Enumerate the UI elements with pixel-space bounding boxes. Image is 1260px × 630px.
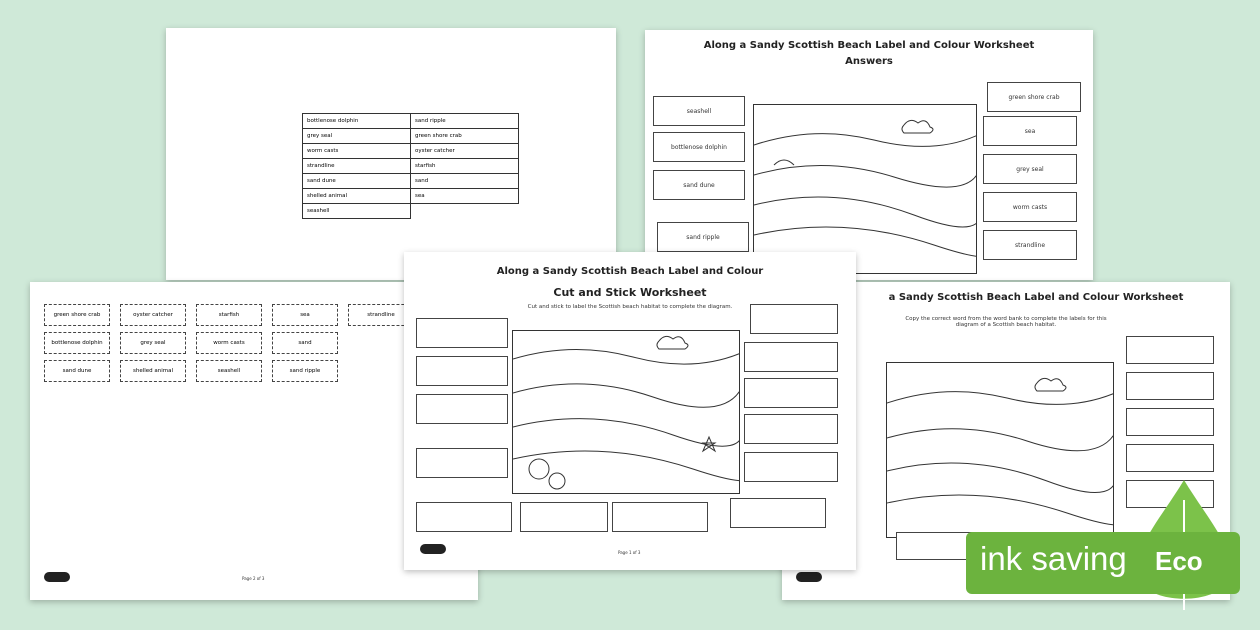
answer-label: sea: [983, 116, 1077, 146]
cut-word-card[interactable]: strandline: [348, 304, 414, 326]
cut-word-card[interactable]: sand: [272, 332, 338, 354]
cut-stick-instructions: Cut and stick to label the Scottish beach habitat to complete the diagram.: [527, 304, 733, 310]
word-bank-cell: sand: [411, 174, 519, 189]
cut-word-card[interactable]: green shore crab: [44, 304, 110, 326]
cut-word-card[interactable]: worm casts: [196, 332, 262, 354]
word-bank-cell: green shore crab: [411, 129, 519, 144]
cut-stick-title-line1: Along a Sandy Scottish Beach Label and Colour: [496, 266, 764, 277]
word-bank-page: [166, 28, 616, 280]
cut-word-card[interactable]: bottlenose dolphin: [44, 332, 110, 354]
word-bank-cell: sand ripple: [411, 114, 519, 129]
ink-saving-label: ink saving: [980, 540, 1127, 577]
cut-stick-box[interactable]: [416, 356, 508, 386]
word-bank-cell: [411, 204, 519, 219]
cut-word-card[interactable]: starfish: [196, 304, 262, 326]
cut-word-card[interactable]: grey seal: [120, 332, 186, 354]
word-bank-cell: sand dune: [303, 174, 411, 189]
beach-scene-illustration: [886, 362, 1114, 538]
answer-box[interactable]: [1126, 408, 1214, 436]
label-page-instructions: Copy the correct word from the word bank to complete the labels for this diagram of a Scottish beach habitat.: [905, 316, 1107, 328]
word-bank-row: [303, 114, 519, 129]
word-bank-cell: sea: [411, 189, 519, 204]
word-bank-cell: strandline: [303, 159, 411, 174]
beach-scene-illustration: [512, 330, 740, 494]
cut-word-card[interactable]: shelled animal: [120, 360, 186, 382]
beach-scene-drawing: [887, 363, 1114, 538]
twinkl-logo: [796, 572, 822, 582]
answers-subtitle: Answers: [845, 56, 893, 67]
word-bank-row: [303, 144, 519, 159]
twinkl-logo: [44, 572, 70, 582]
word-bank-row: [303, 204, 519, 219]
answer-label: sand dune: [653, 170, 745, 200]
cut-word-card[interactable]: oyster catcher: [120, 304, 186, 326]
answer-label: strandline: [983, 230, 1077, 260]
word-bank-row: [303, 129, 519, 144]
beach-scene-illustration: [753, 104, 977, 274]
word-bank-cell: grey seal: [303, 129, 411, 144]
answer-label: worm casts: [983, 192, 1077, 222]
cut-stick-footer: Page 1 of 3: [618, 550, 641, 555]
eco-label: Eco: [1155, 546, 1203, 576]
cut-stick-box[interactable]: [416, 318, 508, 348]
cut-stick-box[interactable]: [520, 502, 608, 532]
answer-label: grey seal: [983, 154, 1077, 184]
word-bank-cell: starfish: [411, 159, 519, 174]
word-bank-cell: oyster catcher: [411, 144, 519, 159]
cut-word-card[interactable]: sand dune: [44, 360, 110, 382]
answer-box[interactable]: [1126, 372, 1214, 400]
answers-title: Along a Sandy Scottish Beach Label and Colour Worksheet: [703, 40, 1035, 51]
answer-box[interactable]: [1126, 336, 1214, 364]
cut-word-card[interactable]: sea: [272, 304, 338, 326]
word-bank-cell: seashell: [303, 204, 411, 219]
cut-word-card[interactable]: sand ripple: [272, 360, 338, 382]
word-bank-row: [303, 159, 519, 174]
answer-label: green shore crab: [987, 82, 1081, 112]
cut-stick-box[interactable]: [730, 498, 826, 528]
cut-stick-box[interactable]: [744, 452, 838, 482]
beach-scene-drawing: [513, 331, 740, 494]
label-page-title: a Sandy Scottish Beach Label and Colour Worksheet: [888, 292, 1184, 303]
cut-stick-box[interactable]: [612, 502, 708, 532]
cut-and-stick-page: [404, 252, 856, 570]
cut-stick-box[interactable]: [416, 448, 508, 478]
answers-page: [645, 30, 1093, 280]
cut-stick-box[interactable]: [744, 378, 838, 408]
cut-page-footer: Page 2 of 3: [242, 576, 265, 581]
cut-word-card[interactable]: seashell: [196, 360, 262, 382]
cut-stick-title-line2: Cut and Stick Worksheet: [553, 286, 707, 299]
word-bank-cell: bottlenose dolphin: [303, 114, 411, 129]
cut-stick-box[interactable]: [750, 304, 838, 334]
cut-stick-box[interactable]: [744, 342, 838, 372]
cut-stick-box[interactable]: [416, 394, 508, 424]
answer-box[interactable]: [1126, 444, 1214, 472]
cut-stick-box[interactable]: [416, 502, 512, 532]
word-bank-row: [303, 174, 519, 189]
answer-label: sand ripple: [657, 222, 749, 252]
answer-label: bottlenose dolphin: [653, 132, 745, 162]
word-bank-cell: worm casts: [303, 144, 411, 159]
word-bank-cell: shelled animal: [303, 189, 411, 204]
twinkl-logo: [420, 544, 446, 554]
beach-scene-drawing: [754, 105, 977, 274]
cut-stick-box[interactable]: [744, 414, 838, 444]
word-bank-table: [302, 113, 519, 219]
answer-label: seashell: [653, 96, 745, 126]
word-bank-row: [303, 189, 519, 204]
